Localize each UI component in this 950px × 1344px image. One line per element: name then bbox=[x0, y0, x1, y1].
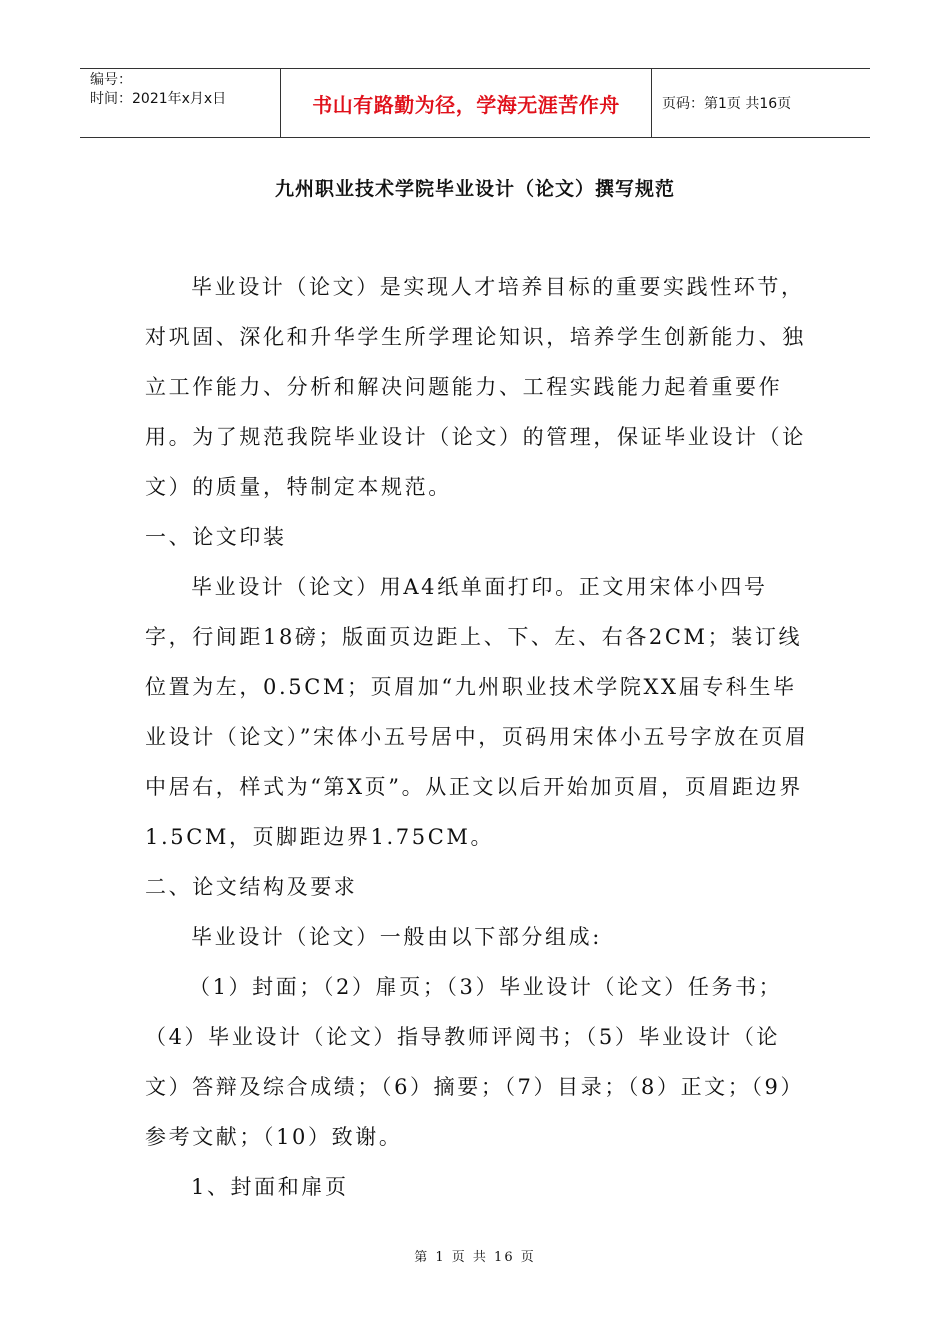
header-code-label: 编号： bbox=[90, 72, 132, 88]
document-title: 九州职业技术学院毕业设计（论文）撰写规范 bbox=[274, 178, 675, 200]
section-heading-structure: 二、论文结构及要求 bbox=[145, 875, 358, 899]
page-footer: 第 1 页 共 16 页 bbox=[414, 1250, 536, 1265]
structure-list-paragraph: （1）封面；（2）扉页；（3）毕业设计（论文）任务书；（4）毕业设计（论文）指导教师评阅书；（5）毕业设计（论文）答辩及综合成绩；（6）摘要；（7）目录；（8）正文；（9）参考文献；（10）致谢。 bbox=[145, 975, 805, 1149]
header-date: 时间：2021年x月x日 bbox=[90, 91, 227, 107]
structure-intro-paragraph: 毕业设计（论文）一般由以下部分组成: bbox=[191, 925, 602, 949]
document-body bbox=[145, 262, 810, 1212]
section-heading-printing: 一、论文印装 bbox=[145, 525, 287, 549]
page-header bbox=[80, 68, 870, 138]
intro-paragraph: 毕业设计（论文）是实现人才培养目标的重要实践性环节，对巩固、深化和升华学生所学理论知识，培养学生创新能力、独立工作能力、分析和解决问题能力、工程实践能力起着重要作用。为了规范我院毕业设计（论文）的管理，保证毕业设计（论文）的质量，特制定本规范。 bbox=[145, 275, 806, 499]
subsection-heading-cover: 1、封面和扉页 bbox=[191, 1175, 349, 1199]
header-meta bbox=[80, 69, 280, 137]
printing-paragraph: 毕业设计（论文）用A4纸单面打印。正文用宋体小四号字，行间距18磅；版面页边距上、下、左、右各2CM；装订线位置为左，0.5CM；页眉加“九州职业技术学院XX届专科生毕业设计（论文）”宋体小五号居中，页码用宋体小五号字放在页眉中居右，样式为“第X页”。从正文以后开始加页眉，页眉距边界1.5CM，页脚距边界1.75CM。 bbox=[145, 575, 809, 849]
header-motto: 书山有路勤为径，学海无涯苦作舟 bbox=[280, 69, 652, 137]
header-page-info: 页码：第1页 共16页 bbox=[662, 96, 792, 112]
